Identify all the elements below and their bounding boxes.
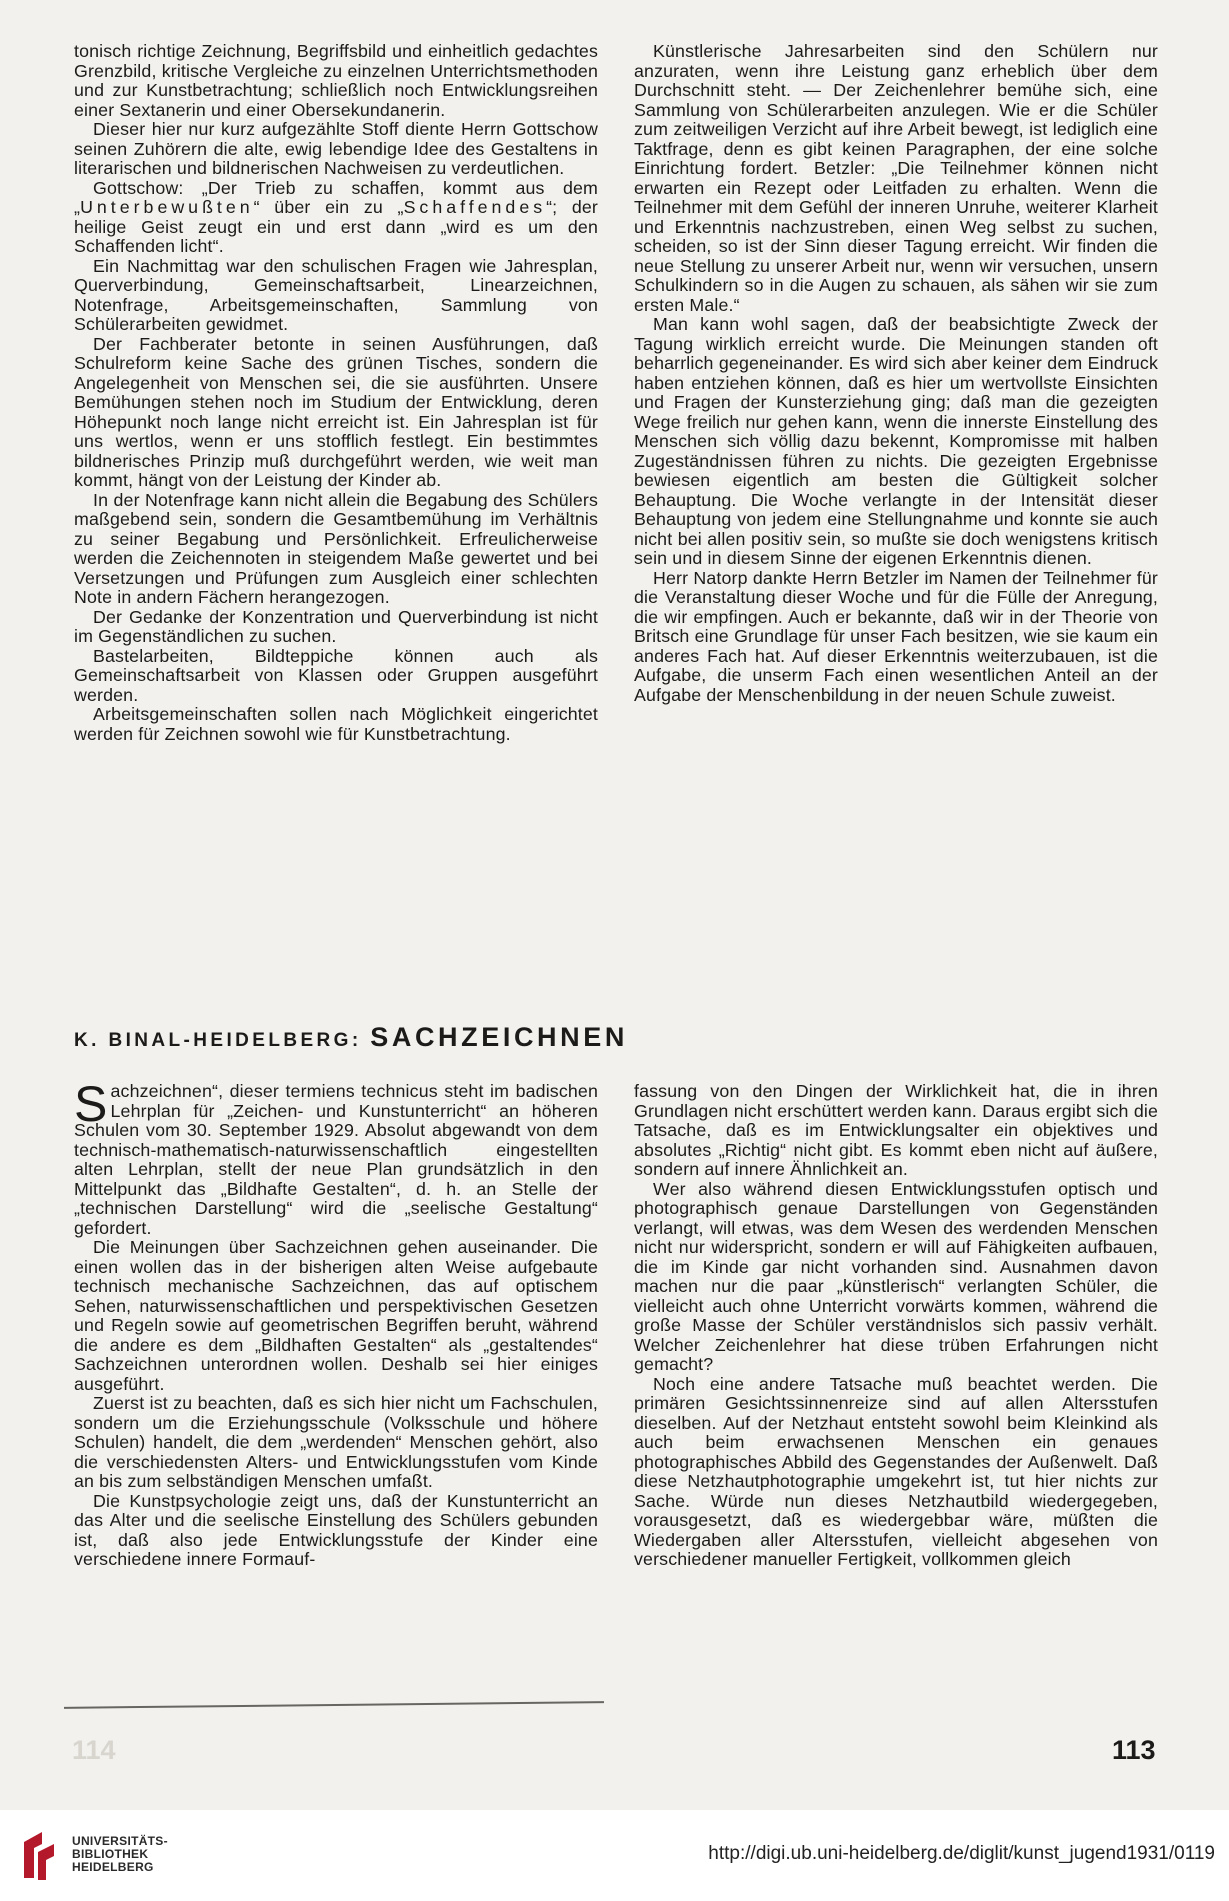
paragraph: Die Kunstpsychologie zeigt uns, daß der Kunstunterricht an das Alter und die seelische Einstellung des Schülers gebunden ist, daß also jede Entwicklungsstufe der Kinder eine verschiedene innere Formauf- bbox=[74, 1490, 598, 1569]
article-heading bbox=[74, 1022, 628, 1053]
paragraph: tonisch richtige Zeichnung, Begriffsbild und einheitlich gedachtes Grenzbild, kritische Vergleiche zu einzelnen Unterrichtsmethoden und zur Kunstbetrachtung; schließlich noch Entwicklungsreihen einer Sextanerin und einer Obersekundanerin. bbox=[74, 41, 598, 120]
page-number: 113 bbox=[1112, 1735, 1156, 1765]
show-through-page-number: 114 bbox=[72, 1735, 116, 1765]
spaced-word: Unterbewußten bbox=[80, 197, 254, 217]
first-paragraph: Sachzeichnen“, dieser termiens technicus steht im badischen Lehrplan für „Zeichen- und Kunstunterricht“ an höheren Schulen vom 30. September 1929. Absolut abgewandt von dem technisch-mathematisch-naturwissenschaftlich eingestellten alten Lehrplan, stellt der neue Plan grundsätzlich in den Mittelpunkt das „Bildhafte Gestalten“, d. h. an Stelle der „technischen Darstellung“ wird die „seelische Gestaltung“ gefordert. bbox=[74, 1076, 598, 1238]
paragraph: Bastelarbeiten, Bildteppiche können auch als Gemeinschaftsarbeit von Klassen oder Gruppen ausgeführt werden. bbox=[74, 645, 598, 705]
footer-bar bbox=[0, 1810, 1229, 1901]
top-right-column bbox=[634, 42, 1158, 705]
paragraph: Künstlerische Jahresarbeiten sind den Schülern nur anzuraten, wenn ihre Leistung ganz erheblich über dem Durchschnitt steht. — Der Zeichenlehrer bemühe sich, eine Sammlung von Schülerarbeiten anzulegen. Wie er die Schüler zum zeitweiligen Verzicht auf ihre Arbeit bewegt, ist lediglich eine Taktfrage, denn es gibt keinen Paragraphen, der eine solche Einrichtung fordert. Betzler: „Die Teilnehmer können nicht erwarten ein Rezept oder Leitfaden zu erhalten. Wenn die Teilnehmer mit dem Gefühl der inneren Unruhe, weiterer Klarheit und Erkenntnis nachzustreben, einen Weg selbst zu suchen, scheiden, so ist der Sinn dieser Tagung erreicht. Wir finden die neue Stellung zu unserer Arbeit nur, wenn wir versuchen, unsern Schulkindern so in die Augen zu schauen, als sähen wir sie zum ersten Male.“ bbox=[634, 41, 1158, 315]
paragraph: Der Fachberater betonte in seinen Ausführungen, daß Schulreform keine Sache des grünen Tisches, sondern die Angelegenheit von Menschen sei, die sie ausführten. Unsere Bemühungen stehen noch im Studium der Entwicklung, deren Höhepunkt noch lange nicht erreicht ist. Ein Jahresplan ist für uns wertlos, wenn er uns stofflich festlegt. Ein bestimmtes bildnerisches Prinzip muß durchgeführt werden, wie weit man kommt, hängt von der Leistung der Kinder ab. bbox=[74, 333, 598, 490]
paragraph: Arbeitsgemeinschaften sollen nach Möglichkeit eingerichtet werden für Zeichnen sowohl wie für Kunstbetrachtung. bbox=[74, 704, 598, 744]
gottschow-quote: Gottschow: „Der Trieb zu schaffen, kommt aus dem „Unterbewußten“ über ein zu „Schaffendes“; der heilige Geist zeugt ein und erst dann „wird es um den Schaffenden licht“. bbox=[74, 177, 598, 256]
bottom-left-column bbox=[74, 1076, 598, 1570]
paragraph: Wer also während diesen Entwicklungsstufen optisch und photographisch genaue Darstellungen von Gegenständen verlangt, will etwas, was dem Wesen des werdenden Menschen nicht nur widerspricht, sondern er will auf Fähigkeiten aufbauen, die im Kinde gar nicht vorhanden sind. Ausnahmen davon machen nur die paar „künstlerisch“ verlangten Schüler, die vielleicht auch ohne Unterricht vorwärts kommen, während die große Masse der Schüler verständnislos sich passiv verhält. Welcher Zeichenlehrer hat diese trüben Erfahrungen nicht gemacht? bbox=[634, 1178, 1158, 1374]
paragraph: fassung von den Dingen der Wirklichkeit hat, die in ihren Grundlagen nicht erschüttert werden kann. Daraus ergibt sich die Tatsache, daß es im Entwicklungsalter ein objektives und absolutes „Richtig“ nicht gibt. Es kommt eben nicht auf äußere, sondern auf innere Ähnlichkeit an. bbox=[634, 1081, 1158, 1179]
paragraph: Ein Nachmittag war den schulischen Fragen wie Jahresplan, Querverbindung, Gemeinschaftsarbeit, Linearzeichnen, Notenfrage, Arbeitsgemeinschaften, Sammlung von Schülerarbeiten gewidmet. bbox=[74, 255, 598, 334]
paragraph: Noch eine andere Tatsache muß beachtet werden. Die primären Gesichtssinnenreize sind auf allen Altersstufen dieselben. Auf der Netzhaut entsteht sowohl beim Kleinkind als auch beim erwachsenen Menschen ein genaues photographisches Abbild des Gegenstandes der Außenwelt. Daß diese Netzhautphotographie umgekehrt ist, tut hier nichts zur Sache. Würde nun dieses Netzhautbild wiedergegeben, vorausgesetzt, daß es wiedergebbar wäre, müßten die Wiedergaben aller Altersstufen, vielleicht abgesehen von verschiedener manueller Fertigkeit, vollkommen gleich bbox=[634, 1373, 1158, 1569]
paragraph: Der Gedanke der Konzentration und Querverbindung ist nicht im Gegenständlichen zu suchen. bbox=[74, 606, 598, 646]
paragraph: Dieser hier nur kurz aufgezählte Stoff diente Herrn Gottschow seinen Zuhörern die alte, ewig lebendige Idee des Gestaltens in literarischen und bildnerischen Nachweisen zu verdeutlichen. bbox=[74, 119, 598, 178]
library-name: UNIVERSITÄTS- BIBLIOTHEK HEIDELBERG bbox=[72, 1834, 168, 1874]
bottom-right-column bbox=[634, 1082, 1158, 1570]
paragraph: Zuerst ist zu beachten, daß es sich hier nicht um Fachschulen, sondern um die Erziehungsschule (Volksschule und höhere Schulen) handelt, die dem „werdenden“ Menschen gehört, also die verschiedensten Alters- und Entwicklungsstufen vom Kinde an bis zum selbständigen Menschen umfaßt. bbox=[74, 1393, 598, 1491]
paragraph: Herr Natorp dankte Herrn Betzler im Namen der Teilnehmer für die Veranstaltung dieser Woche und für die Fülle der Anregung, die wir empfingen. Auch er bekannte, daß wir in der Theorie von Britsch eine Grundlage für unser Fach besitzen, wie sie kaum ein anderes Fach hat. Auf dieser Erkenntnis weiterzubauen, ist die Aufgabe, die unserm Fach einen wesentlichen Anteil an der Aufgabe der Menschenbildung in der neuen Schule zuweist. bbox=[634, 567, 1158, 705]
spaced-word: Schaffendes bbox=[403, 197, 547, 217]
article-author: K. BINAL-HEIDELBERG: bbox=[74, 1030, 362, 1051]
paragraph: Man kann wohl sagen, daß der beabsichtigte Zweck der Tagung wirklich erreicht wurde. Die Meinungen standen oft beharrlich gegeneinander. Es wird sich aber keiner dem Eindruck haben entziehen können, daß es hier um wertvollste Einsichten und Fragen der Kunsterziehung ging; daß man die gezeigten Wege freilich nur gehen kann, wenn die innerste Einstellung des Menschen sich völlig dazu bekennt, Kompromisse mit halben Zugeständnissen führen zu nichts. Die gezeigten Ergebnisse bewiesen eigentlich am besten die Gültigkeit solcher Behauptung. Die Woche verlangte in der Intensität dieser Behauptung von jedem eine Stellungnahme und konnte sie auch nicht bei allen positiv sein, so mußte sie doch wenigstens kritisch sein und in diesem Sinne der eigenen Erkenntnis dienen. bbox=[634, 314, 1158, 568]
library-logo-icon bbox=[20, 1828, 58, 1884]
pencil-underline bbox=[64, 1701, 604, 1709]
top-left-column bbox=[74, 42, 598, 744]
source-url-link[interactable]: http://digi.ub.uni-heidelberg.de/diglit/kunst_jugend1931/0119 bbox=[708, 1843, 1215, 1864]
paragraph: In der Notenfrage kann nicht allein die Begabung des Schülers maßgebend sein, sondern die Gesamtbemühung im Verhältnis zu seiner Begabung und Persönlichkeit. Erfreulicherweise werden die Zeichennoten in steigendem Maße gewertet und bei Versetzungen und Prüfungen zum Ausgleich einer schlechten Note in andern Fächern herangezogen. bbox=[74, 489, 598, 607]
paragraph: Die Meinungen über Sachzeichnen gehen auseinander. Die einen wollen das in der bisherigen alten Weise aufgebaute technisch mechanische Sachzeichnen, das auf optischem Sehen, naturwissenschaftlichen und perspektivischen Gesetzen und Regeln sowie auf geometrischen Begriffen beruht, während die andere es dem „Bildhaften Gestalten“ als „gestaltendes“ Sachzeichnen unterordnen wollen. Deshalb sei hier einiges ausgeführt. bbox=[74, 1237, 598, 1394]
drop-cap: S bbox=[74, 1076, 108, 1132]
article-title: SACHZEICHNEN bbox=[370, 1022, 628, 1052]
